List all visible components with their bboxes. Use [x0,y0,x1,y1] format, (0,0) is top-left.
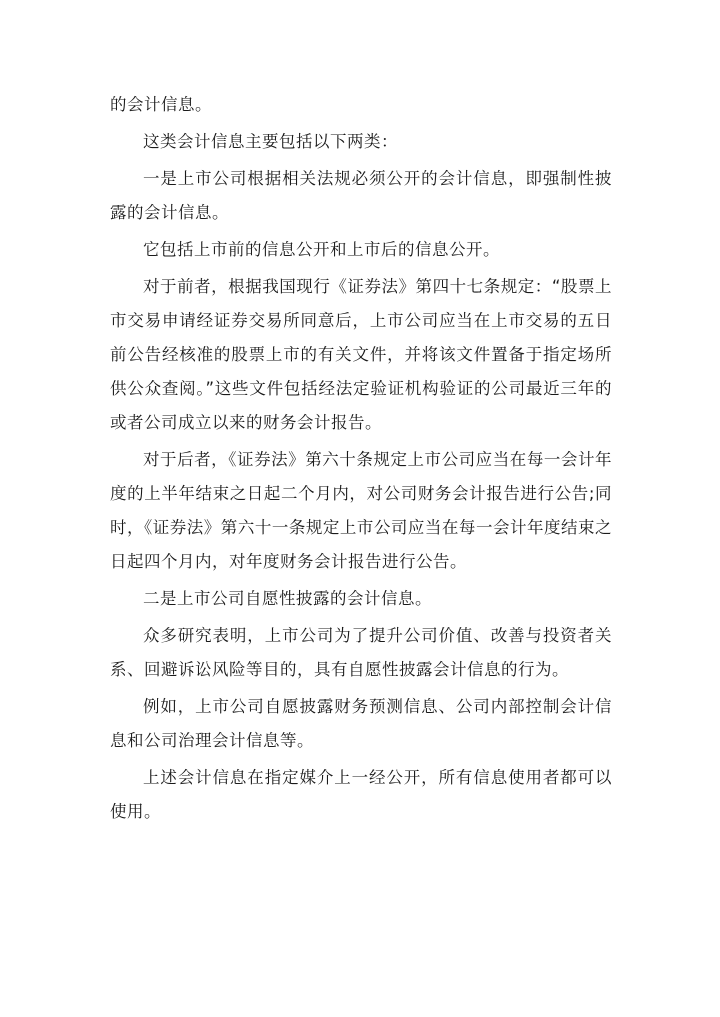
paragraph-6: 对于后者，《证券法》第六十条规定上市公司应当在每一会计年度的上半年结束之日起二个月内，对公司财务会计报告进行公告;同时，《证券法》第六十一条规定上市公司应当在每一会计年度结束之日起四个月内，对年度财务会计报告进行公告。 [110,450,612,571]
paragraph-4: 它包括上市前的信息公开和上市后的信息公开。 [143,240,500,259]
paragraph-3: 一是上市公司根据相关法规必须公开的会计信息，即强制性披露的会计信息。 [110,169,612,222]
paragraph-2: 这类会计信息主要包括以下两类： [143,132,398,151]
paragraph-5: 对于前者，根据我国现行《证券法》第四十七条规定：“股票上市交易申请经证券交易所同意后，上市公司应当在上市交易的五日前公告经核准的股票上市的有关文件，并将该文件置备于指定场所供公众查阅。”这些文件包括经法定验证机构验证的公司最近三年的或者公司成立以来的财务会计报告。 [110,277,612,432]
paragraph-10: 上述会计信息在指定媒介上一经公开，所有信息使用者都可以使用。 [110,768,612,821]
paragraph-1: 的会计信息。 [110,95,212,114]
document-body [110,88,612,832]
paragraph-7: 二是上市公司自愿性披露的会计信息。 [143,589,432,608]
paragraph-9: 例如，上市公司自愿披露财务预测信息、公司内部控制会计信息和公司治理会计信息等。 [110,697,612,750]
paragraph-8: 众多研究表明，上市公司为了提升公司价值、改善与投资者关系、回避诉讼风险等目的，具有自愿性披露会计信息的行为。 [110,626,612,679]
